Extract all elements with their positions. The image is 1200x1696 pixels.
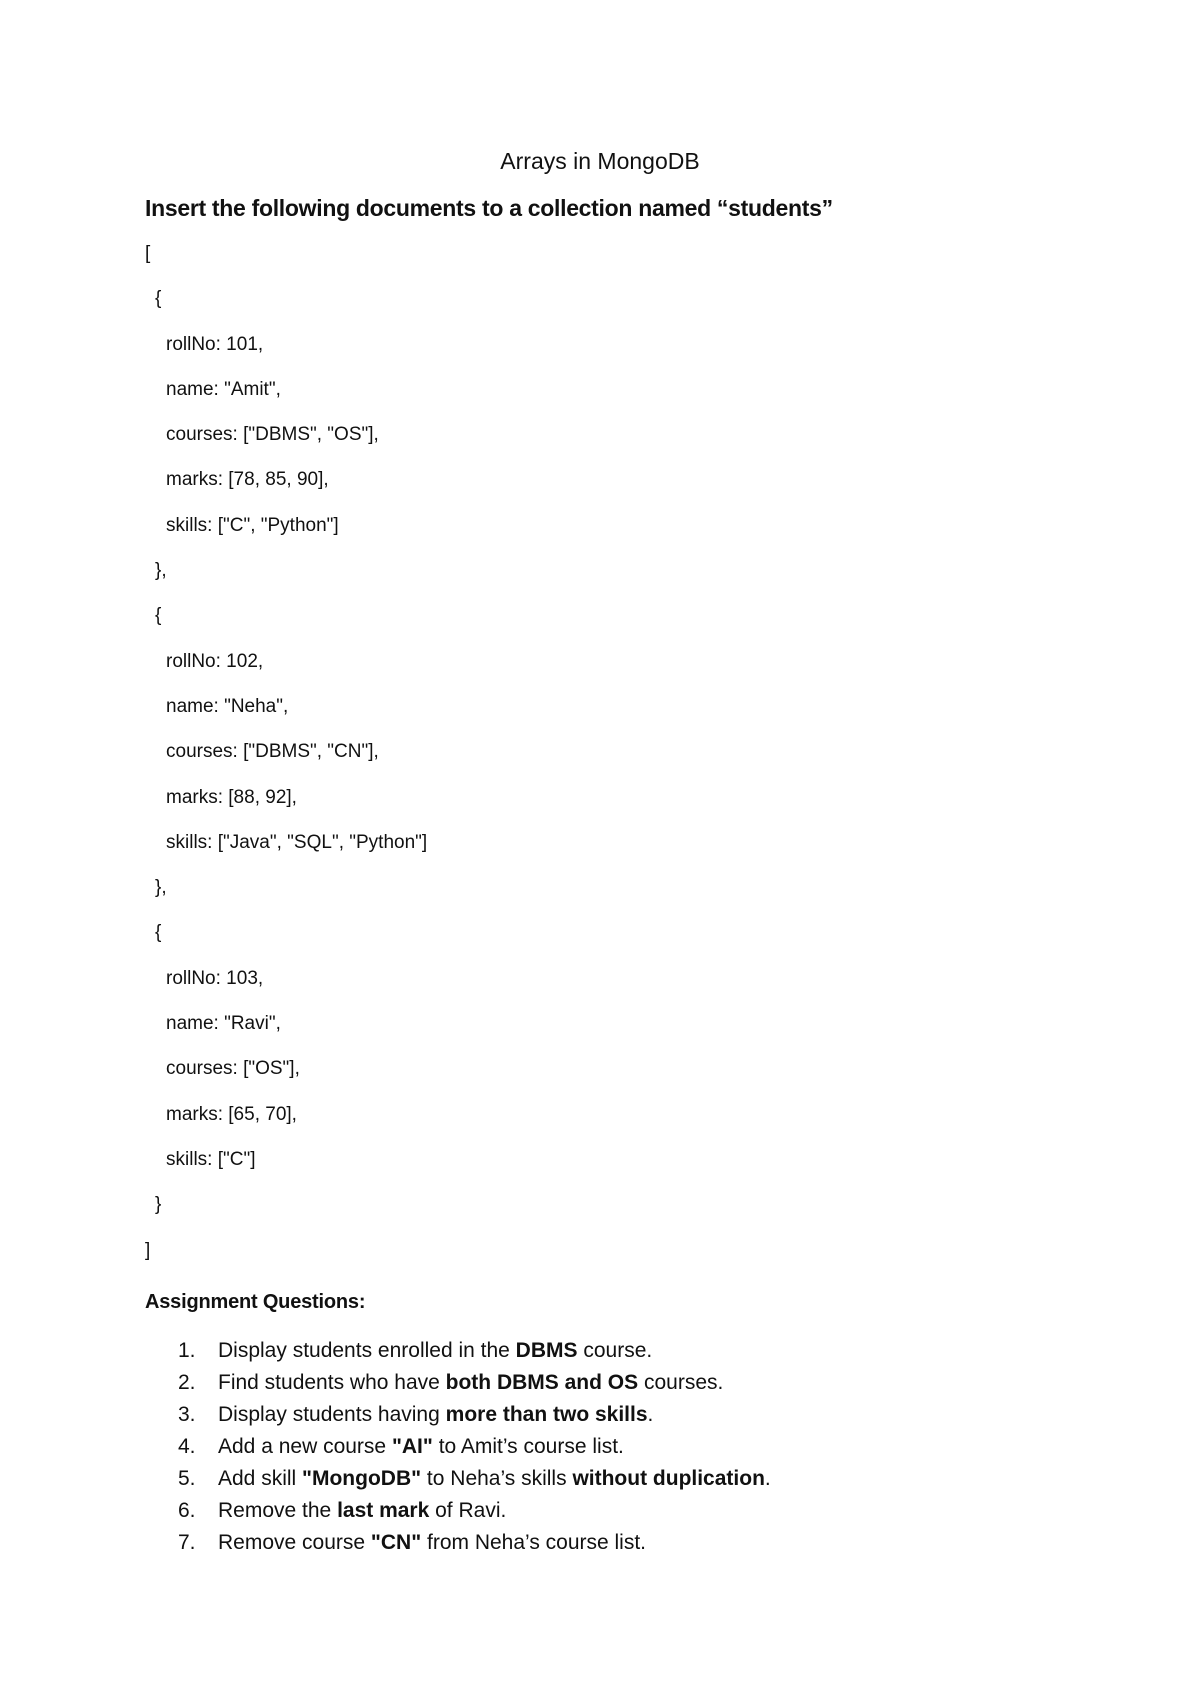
code-line: { [155, 922, 162, 944]
code-line: }, [155, 560, 167, 582]
question-number: 7. [178, 1531, 196, 1554]
code-line: marks: [78, 85, 90], [166, 469, 329, 491]
code-line: ] [145, 1239, 151, 1261]
code-line: courses: ["DBMS", "CN"], [166, 741, 379, 763]
assignment-question-list [178, 1336, 771, 1560]
code-line: [ [145, 243, 151, 264]
question-text: Add a new course "AI" to Amit’s course list. [218, 1435, 624, 1458]
question-text: Display students having more than two skills. [218, 1403, 654, 1426]
code-line: skills: ["Java", "SQL", "Python"] [166, 831, 428, 853]
question-item [178, 1464, 771, 1496]
question-text: Find students who have both DBMS and OS courses. [218, 1371, 724, 1394]
question-number: 3. [178, 1403, 196, 1426]
question-item [178, 1368, 771, 1400]
question-text: Display students enrolled in the DBMS course. [218, 1339, 653, 1362]
question-text: Add skill "MongoDB" to Neha’s skills without duplication. [218, 1467, 771, 1490]
code-line: name: "Amit", [166, 378, 281, 400]
code-line: courses: ["OS"], [166, 1058, 300, 1080]
document-subtitle: Insert the following documents to a collection named “students” [145, 195, 833, 221]
assignment-heading: Assignment Questions: [145, 1291, 366, 1313]
question-item [178, 1528, 771, 1560]
code-line: } [155, 1194, 162, 1216]
code-line: { [155, 605, 162, 627]
question-item [178, 1496, 771, 1528]
question-item [178, 1336, 771, 1368]
code-line: rollNo: 103, [166, 967, 264, 989]
document-title: Arrays in MongoDB [500, 148, 700, 174]
code-line: { [155, 288, 162, 310]
code-line: name: "Neha", [166, 695, 289, 717]
code-line: rollNo: 101, [166, 333, 264, 355]
code-line: skills: ["C", "Python"] [166, 514, 339, 536]
code-line: marks: [65, 70], [166, 1103, 297, 1125]
question-number: 6. [178, 1499, 196, 1522]
question-number: 2. [178, 1371, 196, 1394]
question-item [178, 1432, 771, 1464]
question-number: 4. [178, 1435, 196, 1458]
question-text: Remove the last mark of Ravi. [218, 1499, 507, 1522]
code-line: courses: ["DBMS", "OS"], [166, 424, 379, 446]
code-line: marks: [88, 92], [166, 786, 297, 808]
question-item [178, 1400, 771, 1432]
code-line: skills: ["C"] [166, 1148, 256, 1170]
code-line: name: "Ravi", [166, 1013, 281, 1035]
question-number: 1. [178, 1339, 196, 1362]
code-line: }, [155, 877, 167, 899]
question-text: Remove course "CN" from Neha’s course list. [218, 1531, 647, 1554]
students-code-block [145, 239, 427, 1281]
question-number: 5. [178, 1467, 196, 1490]
code-line: rollNo: 102, [166, 650, 264, 672]
